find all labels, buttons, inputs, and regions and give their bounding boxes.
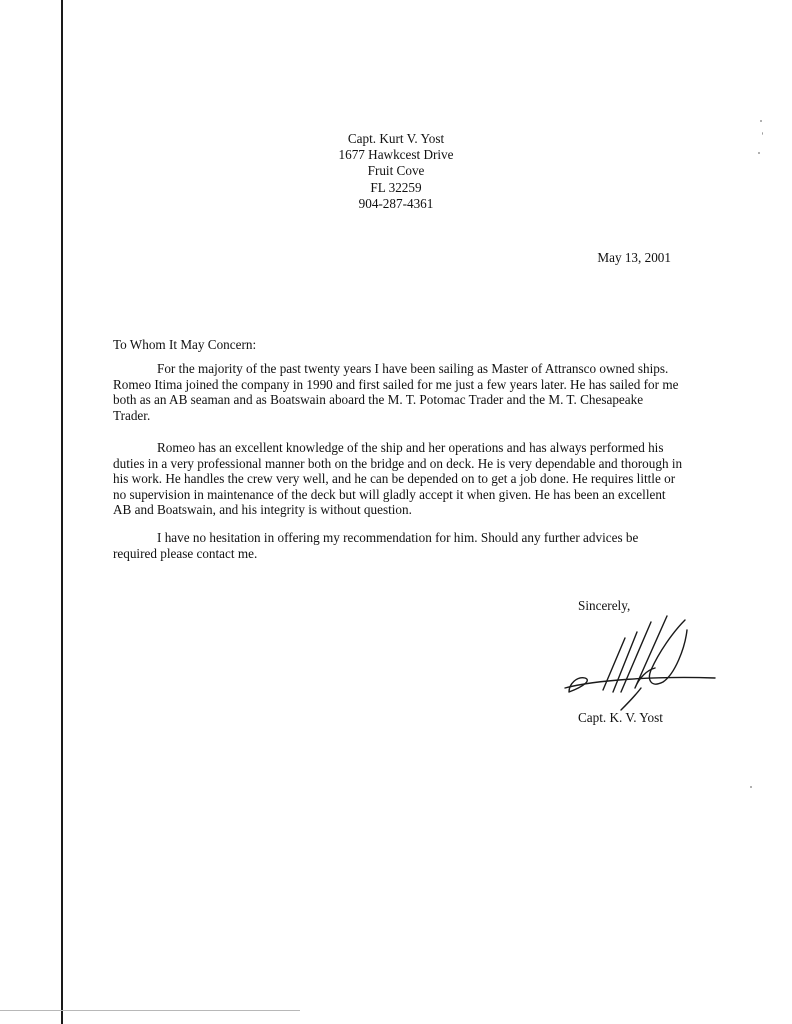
signer-name: Capt. K. V. Yost	[578, 710, 663, 725]
paragraph-line: duties in a very professional manner both on the bridge and on deck. He is very dependable and thorough in	[113, 455, 683, 471]
closing: Sincerely,	[578, 598, 631, 613]
paragraph-line: Romeo Itima joined the company in 1990 and first sailed for me just a few years later. He has sailed for me	[113, 376, 679, 392]
paragraph-line: Romeo has an excellent knowledge of the ship and her operations and has always performed his	[157, 440, 664, 455]
sender-street: 1677 Hawkcest Drive	[338, 147, 454, 163]
letter-date: May 13, 2001	[597, 250, 671, 265]
sender-name: Capt. Kurt V. Yost	[347, 131, 445, 146]
paragraph-line: his work. He handles the crew very well, and he can be depended on to get a job done. He requires little or	[113, 471, 676, 487]
paragraph-line: no supervision in maintenance of the deck but will gladly accept it when given. He has been an excellent	[113, 486, 666, 502]
paragraph-line: required please contact me.	[113, 545, 258, 561]
body-paragraph-1	[113, 361, 679, 423]
body-paragraph-2	[113, 440, 683, 518]
body-paragraph-3	[113, 530, 673, 561]
paragraph-line: I have no hesitation in offering my recommendation for him. Should any further advices be	[157, 530, 639, 545]
sender-city: Fruit Cove	[367, 163, 425, 179]
scan-speck	[760, 120, 762, 122]
paragraph-line: For the majority of the past twenty years I have been sailing as Master of Attransco owned ships.	[157, 361, 669, 376]
sender-phone: 904-287-4361	[358, 195, 434, 211]
paragraph-line: both as an AB seaman and as Boatswain aboard the M. T. Potomac Trader and the M. T. Chesapeake	[113, 392, 644, 408]
sender-state-zip: FL 32259	[370, 179, 422, 195]
handwritten-signature	[555, 608, 725, 713]
salutation: To Whom It May Concern:	[113, 337, 257, 352]
paragraph-line: Trader.	[113, 407, 151, 423]
paragraph-line: AB and Boatswain, and his integrity is without question.	[113, 502, 412, 518]
scan-speck	[750, 786, 752, 788]
sender-address-block	[0, 131, 792, 212]
bottom-scan-line	[0, 1010, 300, 1011]
